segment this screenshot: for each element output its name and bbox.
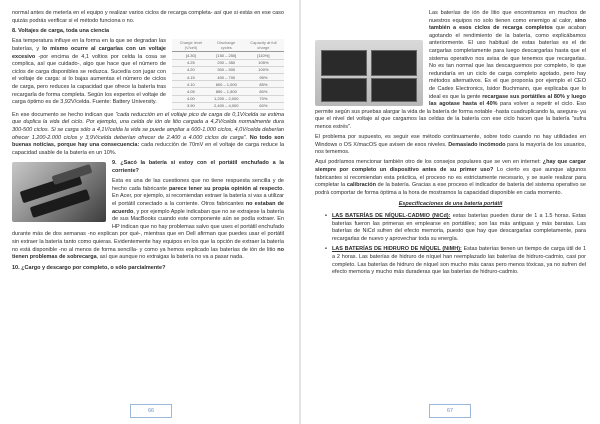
table-header: Charge level (V/cell) <box>172 39 210 52</box>
table-row <box>172 66 284 73</box>
left-page-text <box>12 10 284 275</box>
right-page-text <box>315 10 586 280</box>
table-cell: 1,200 – 2,000 <box>210 95 243 102</box>
left-page <box>0 0 299 424</box>
paragraph: Esta es una de las cuestiones que no tiene respuesta sencilla y de hecho cada fabricante parece tener su propia opinión al respecto. En Acer, por ejemplo, si recomiendan extraer la batería si vas a utilizar el portátil conectado a la corriente. Otros fabricantes no estaban de acuerdo, y por ejemplo Apple indicaban que no se extrajese la batería de sus MacBooks cuando este componente aún se podía extraer. En HP indican que no hay problemas salvo que uses el portátil enchufado durante más de dos semanas -no explican por qué-, mientras que en Dell afirman que puedes usar el portátil sin extraer la batería tanto como quieras. Evidentemente hay equipos en los que la opción de extraer la batería no está disponible -no al menos de forma sencilla- y como ya hemos explicado las baterías de ión de litio no tienen problemas de sobrecarga, así que aunque no extraigas la batería no va a pasar nada. <box>12 178 284 261</box>
paragraph: normal antes de meterla en el equipo y realizar varios ciclos de recarga completa- así que si estás en ese caso quizás podrás verificar si el método funciona o no. <box>12 10 284 24</box>
table-cell: 400 – 700 <box>210 73 243 80</box>
table-cell: 100% <box>243 66 284 73</box>
table-cell: [150 – 250] <box>210 52 243 59</box>
table-header: Capacity at full charge <box>243 39 284 52</box>
table-cell: 2,400 – 4,000 <box>210 102 243 109</box>
heading-8: 8. Voltajes de carga, toda una ciencia <box>12 28 110 35</box>
battery-photo <box>12 162 106 222</box>
charge-table-figure <box>172 39 284 110</box>
table-row <box>172 102 284 109</box>
table-cell: 95% <box>243 73 284 80</box>
table-cell: 600 – 1,000 <box>210 81 243 88</box>
table-cell: 850 – 1,500 <box>210 88 243 95</box>
table-cell: 200 – 350 <box>210 59 243 66</box>
table-cell: 3.90 <box>172 102 210 109</box>
table-row <box>172 73 284 80</box>
table-cell: 85% <box>243 81 284 88</box>
table-cell: 4.10 <box>172 81 210 88</box>
table-cell: 300 – 500 <box>210 66 243 73</box>
table-row <box>172 95 284 102</box>
table-cell: 105% <box>243 59 284 66</box>
table-cell: 60% <box>243 102 284 109</box>
table-cell: 4.05 <box>172 88 210 95</box>
paragraph: El problema por supuesto, es seguir ese método continuamente, sobre todo cuando no hay utilidades en Windows o OS X/macOS que avisen de esos niveles. Demasiado incómodo para la mayoría de los usuarios, nos tememos. <box>315 134 587 156</box>
page-number: 67 <box>429 404 471 418</box>
paragraph: Aquí podríamos mencionar también otro de los consejos populares que se ven en internet: ¿hay que cargar siempre por completo un dispositivo antes de su primer uso? Lo cierto es que aunque algunos fabricantes si recomiendan esta práctica, el proceso no es estrictamente necesario, y se suele realizar para completar la calibración de la batería. Gracias a ese proceso el indicador de batería del sistema operativo se podrá comportar de forma óptima a la hora de mostrarnos la capacidad disponible en cada momento. <box>315 159 586 196</box>
table-cell: 4.25 <box>172 59 210 66</box>
bullet-icon: • <box>325 213 327 220</box>
table-cell: 70% <box>243 95 284 102</box>
table-row <box>172 88 284 95</box>
table-cell: 4.00 <box>172 95 210 102</box>
table-cell: [110%] <box>243 52 284 59</box>
page-number: 66 <box>130 404 172 418</box>
table-row <box>172 81 284 88</box>
table-header: Discharge cycles <box>210 39 243 52</box>
list-item: • LAS BATERÍAS DE HIDRURO DE NÍQUEL (NiMH): Estas baterías tienen un tiempo de carga útil de 1 a 2 horas. Las baterías de hidruro de níquel han reemplazado las baterías de hidruro-cadmio, casi por completo. Las baterías de hidruro de níquel son mucho más caras pero menos tóxicas, ya no sufren del efecto memoria y mucho más duraderas que las baterías de hidruro-cadmio. <box>325 246 586 276</box>
table-row <box>172 59 284 66</box>
section-subheading: Especificaciones de una batería portátil <box>398 201 503 208</box>
table-cell: 4.15 <box>172 73 210 80</box>
heading-10: 10. ¿Cargo y descargo por completo, o sólo parcialmente? <box>12 264 166 271</box>
charge-voltage-table <box>172 39 284 110</box>
heading-9: 9. ¿Sacó la batería si estoy con el portátil enchufado a la corriente? <box>112 160 284 175</box>
laptop-battery-photo <box>315 40 423 106</box>
paragraph: En ese documento se hecho indican que "cada reducción en el voltaje pico de carga de 0,1V/celda se estima que duplica la vida del ciclo. Por ejemplo, una celda de ión de litio cargada a 4,2V/celda normalmente dura 300-500 ciclos. Si se carga sólo a 4,1V/celda la vida se puede ampliar a 600-1.000 ciclos, 4,0V/celda deberían ofrecer 1.200-2.000 ciclos y 3,9V/celda deberían ofrecer de 2.400 a 4.000 ciclos de carga". No todo son buenas noticias, porque hay una consecuencia: cada reducción de 70mV en el voltaje de carga reduce la capacidad usable de la batería en un 10%. <box>12 111 284 156</box>
table-cell: 4.20 <box>172 66 210 73</box>
right-page <box>301 0 600 424</box>
paragraph: Las baterías de ión de litio que encontramos en muchos de nuestros equipos no solo tienen como enemigo al calor, sino también a esos ciclos de recarga completos que acaban agotando el rendimiento de la batería, como explicábamos anteriormente. El uso habitual de estas baterías es el de cargarlas completamente para luego descargarlas hasta que el sistema operativo nos avisa de que tenemos que recargarlas. No es tan normal que las descarguemos por completo, lo que redundaría en un ciclo de carga completo agotado, pero hay métodos alternativos. Es el que proponía por ejemplo el CEO de Cadex Electronics, Isidor Buchmann, que explicaba que lo ideal es que la gente recargase sus portátiles al 80% y luego las agotase hasta el 40% para volver a repetir el ciclo. Eso permite según sus pruebas alargar la vida de la batería de forma notable -hasta cuadruplicando la, asegura- ya que el nivel del voltaje al que cargamos las celdas de la batería con ese ciclo hacen que la batería "sufra menos estrés". <box>315 10 586 130</box>
bullet-icon: • <box>325 246 327 253</box>
table-cell: [4.30] <box>172 52 210 59</box>
list-item: • LAS BATERÍAS DE NÍQUEL-CADMIO (NiCd): estas baterías pueden durar de 1 a 1.5 horas. Estas baterías fueron las primeras en emplearse en portátiles; son las más antiguas y más baratas. Las baterías de NiCd sufren del efecto memoria, puesto que hay que descargarlas completamente, para recargarlas de nuevo y aprovechar toda su energía. <box>325 213 586 242</box>
table-row <box>172 52 284 59</box>
table-cell: 80% <box>243 88 284 95</box>
paragraph: Esa temperatura influye en la forma en la que se degradan las baterías, y lo mismo ocurre al cargarlas con un voltaje excesivo -por encima de 4,1 voltios por celda la cosa se complica, así que cuidado-, algo que hace que el número de ciclos de carga disponibles se reduzca. Sucedía con jugar con el voltaje de carga: si lo bajas aumentas el número de ciclos de carga, pero reduces la capacidad que ofrece la batería tras recargarla de forma completa. Según los expertos el voltaje de carga óptimo es de 3,92V/celda. Fuente: Battery University. <box>12 38 166 106</box>
